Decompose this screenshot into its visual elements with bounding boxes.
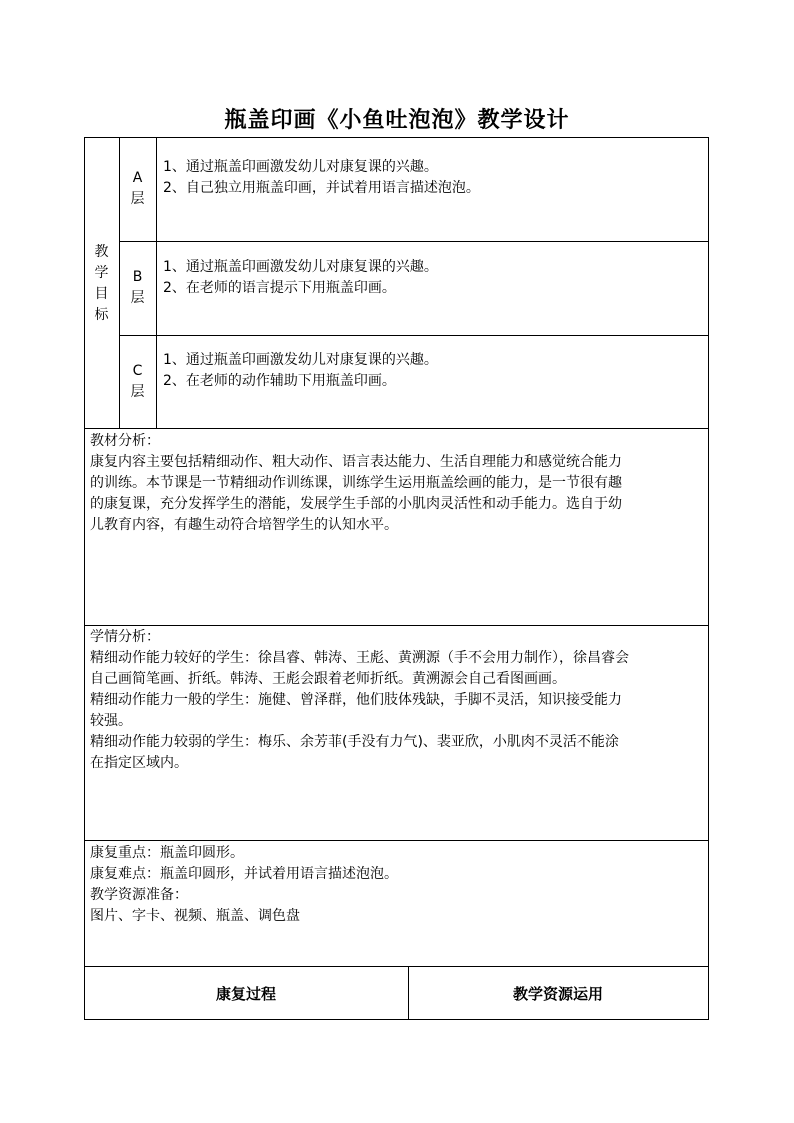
goals-label-char: 教 <box>94 244 109 260</box>
focus-key-point: 康复重点：瓶盖印圆形。 <box>90 845 244 861</box>
goal-line: 1、通过瓶盖印画激发幼儿对康复课的兴趣。 <box>163 259 438 275</box>
goals-label-char: 学 <box>94 265 109 281</box>
student-line: 精细动作能力较弱的学生：梅乐、余芳菲(手没有力气)、裴亚欣，小肌肉不灵活不能涂 <box>90 734 619 750</box>
student-heading: 学情分析： <box>90 629 160 645</box>
level-mark: C <box>132 363 143 379</box>
focus-difficulty: 康复难点：瓶盖印圆形，并试着用语言描述泡泡。 <box>90 866 398 882</box>
goal-line: 1、通过瓶盖印画激发幼儿对康复课的兴趣。 <box>163 352 438 368</box>
student-line: 较强。 <box>90 713 132 729</box>
level-mark: B <box>132 269 143 285</box>
level-c-label <box>119 361 156 403</box>
material-line: 康复内容主要包括精细动作、粗大动作、语言表达能力、生活自理能力和感觉统合能力 <box>90 454 622 470</box>
page-title: 瓶盖印画《小鱼吐泡泡》教学设计 <box>224 107 570 133</box>
goal-line: 2、自己独立用瓶盖印画，并试着用语言描述泡泡。 <box>163 180 480 196</box>
level-b-goals <box>163 257 438 299</box>
goals-label <box>84 242 119 326</box>
material-line: 儿教育内容，有趣生动符合培智学生的认知水平。 <box>90 517 398 533</box>
goal-line: 2、在老师的动作辅助下用瓶盖印画。 <box>163 373 396 389</box>
student-analysis <box>90 627 629 774</box>
resources-list: 图片、字卡、视频、瓶盖、调色盘 <box>90 908 300 924</box>
student-line: 在指定区域内。 <box>90 755 188 771</box>
level-a-goals <box>163 157 480 199</box>
level-a-label <box>119 168 156 210</box>
material-line: 的康复课，充分发挥学生的潜能，发展学生手部的小肌肉灵活性和动手能力。选自于幼 <box>90 496 622 512</box>
material-line: 的训练。本节课是一节精细动作训练课，训练学生运用瓶盖绘画的能力，是一节很有趣 <box>90 475 622 491</box>
focus-section <box>90 843 398 927</box>
student-line: 自己画简笔画、折纸。韩涛、王彪会跟着老师折纸。黄溯源会自己看图画画。 <box>90 671 566 687</box>
level-suffix: 层 <box>130 191 145 207</box>
goal-line: 1、通过瓶盖印画激发幼儿对康复课的兴趣。 <box>163 159 438 175</box>
level-suffix: 层 <box>130 290 145 306</box>
goals-label-char: 目 <box>94 286 109 302</box>
level-suffix: 层 <box>130 384 145 400</box>
material-heading: 教材分析： <box>90 433 160 449</box>
resource-use-header: 教学资源运用 <box>512 985 603 1003</box>
student-line: 精细动作能力较好的学生：徐昌睿、韩涛、王彪、黄溯源（手不会用力制作），徐昌睿会 <box>90 650 629 666</box>
level-c-goals <box>163 350 438 392</box>
goals-label-char: 标 <box>94 307 109 323</box>
goal-line: 2、在老师的语言提示下用瓶盖印画。 <box>163 280 396 296</box>
level-b-label <box>119 267 156 309</box>
process-header: 康复过程 <box>215 985 276 1003</box>
material-analysis <box>90 431 622 536</box>
resources-heading: 教学资源准备： <box>90 887 188 903</box>
level-mark: A <box>132 170 143 186</box>
student-line: 精细动作能力一般的学生：施健、曾泽群，他们肢体残缺，手脚不灵活，知识接受能力 <box>90 692 622 708</box>
